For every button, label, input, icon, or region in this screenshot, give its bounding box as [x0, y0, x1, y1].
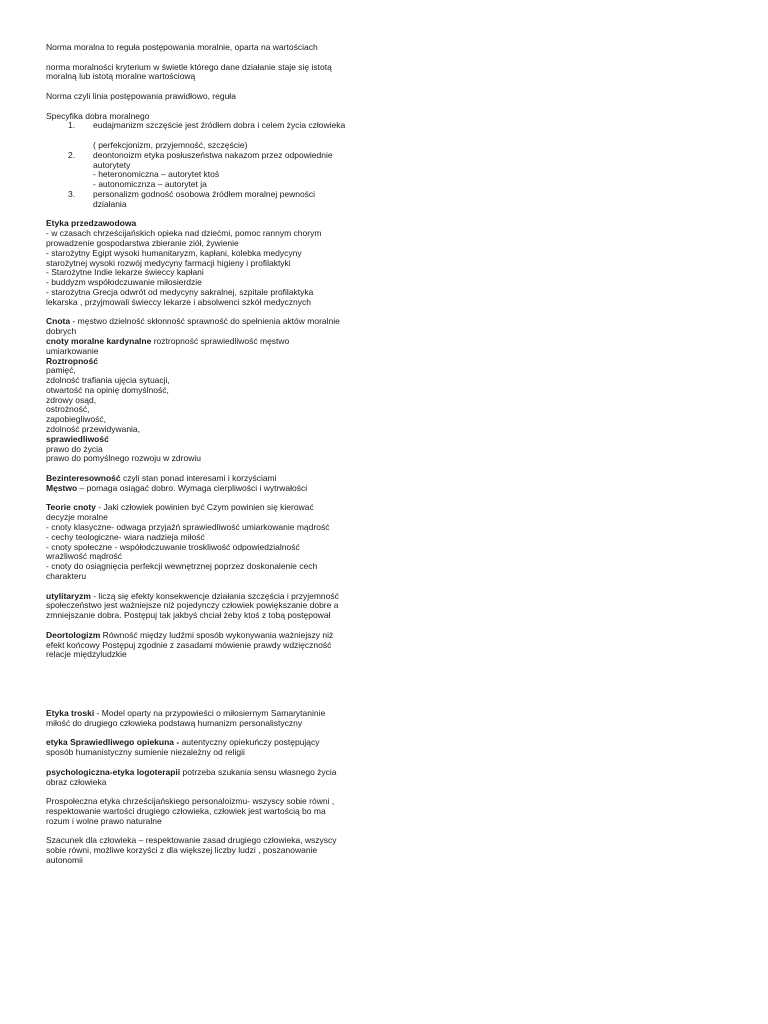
definition: - męstwo dzielność skłonność sprawność do spełnienia aktów moralnie [70, 316, 340, 327]
text-line: - buddyzm współodczuwanie miłosierdzie [46, 277, 202, 288]
term: etyka Sprawiedliwego opiekuna - [46, 737, 180, 748]
definition: - liczą się efekty konsekwencje działania szczęścia i przyjemność [90, 590, 339, 601]
section-bezinteresownosc [46, 474, 368, 494]
text-line: dobrych [46, 326, 77, 337]
text-line: autorytety [93, 159, 131, 170]
text-line: personalizm godność osobowa źródłem moralnej pewności [93, 188, 316, 199]
definition: czyli stan ponad interesami i korzyściami [120, 473, 277, 484]
text-line: deontonoizm etyka posłuszeństwa nakazom przez odpowiednie [93, 149, 333, 160]
section-deortologizm [46, 631, 368, 660]
section-szacunek [46, 836, 368, 865]
section-przedzawodowa [46, 219, 368, 307]
list-number: 1. [68, 120, 76, 131]
term: sprawiedliwość [46, 433, 109, 444]
text-line: wrażliwość mądrość [46, 551, 123, 562]
term: Roztropność [46, 355, 98, 366]
text-line: prawo do życia [46, 443, 103, 454]
text-line: umiarkowanie [46, 345, 99, 356]
text-line: Szacunek dla człowieka – respektowanie zasad drugiego człowieka, wszyscy [46, 835, 337, 846]
text-line: norma moralności kryterium w świetle którego dane działanie staje się istotą [46, 61, 332, 72]
definition: – pomaga osiągać dobro. Wymaga cierpliwości i wytrwałości [77, 482, 308, 493]
text-line: charakteru [46, 571, 87, 582]
text-line: - starożytny Egipt wysoki humanitaryzm, kapłani, kolebka medycyny [46, 247, 302, 258]
text-line: moralną lub istotą moralne wartościową [46, 71, 196, 82]
term: Etyka troski [46, 708, 95, 718]
term: cnoty moralne kardynalne [46, 335, 152, 346]
text-line: zdolność przewidywania, [46, 424, 141, 435]
section-teorie-cnoty [46, 503, 368, 581]
text-line: rozum i wolne prawo naturalne [46, 815, 162, 826]
text-line: - Starożytne Indie lekarze świeccy kapłani [46, 267, 204, 278]
term: utylitaryzm [46, 590, 91, 601]
text-line: zdrowy osąd, [46, 394, 97, 405]
text-line: zdolność trafiania ujęcia sytuacji, [46, 375, 170, 386]
text-line: działania [93, 198, 127, 209]
section-sprawiedliwego-opiekuna [46, 738, 368, 758]
text-line: - cechy teologiczne- wiara nadzieja miłość [46, 531, 205, 542]
list-item [46, 190, 368, 210]
list-item [46, 121, 368, 150]
text-line [46, 484, 368, 494]
text-line: respektowanie wartości drugiego człowieka, człowiek jest wartością bo ma [46, 805, 326, 816]
list-item [46, 151, 368, 190]
text-line: lekarska , przyjmowali świeccy lekarze i absolwenci szkół medycznych [46, 296, 312, 307]
text-line: Prospołeczna etyka chrześcijańskiego personaloizmu- wszyscy sobie równi , [46, 796, 335, 807]
text-line: społeczeństwo jest ważniejsze niż pojedynczy człowiek powiększanie dobre a [46, 600, 339, 611]
text-line: pamięć, [46, 365, 76, 376]
text-line: prowadzenie gospodarstwa zbieranie ziół, żywienie [46, 237, 239, 248]
text-line: relacje międzyludzkie [46, 649, 127, 660]
definition: - Model oparty na przypowieści o miłosiernym Samarytaninie [94, 708, 326, 718]
definition: - Jaki człowiek powinien być Czym powinien się kierować [95, 502, 314, 513]
section-cnota [46, 317, 368, 464]
text-line: - cnoty społeczne - współodczuwanie troskliwość odpowiedzialność [46, 541, 300, 552]
text-line: starożytnej wysoki rozwój medycyny farmacji higieny i profilaktyki [46, 257, 291, 268]
text-line: obraz człowieka [46, 776, 107, 787]
text-line: - autonomicznza – autorytet ja [93, 179, 207, 190]
paragraph-norma-moralnosci [46, 63, 368, 83]
text-line: ostrożność, [46, 404, 90, 415]
definition: autentyczny opiekuńczy postępujący [179, 737, 320, 748]
text-line: zapobiegliwość, [46, 414, 107, 425]
section-specyfika [46, 112, 368, 210]
text-line: prawo do pomyślnego rozwoju w zdrowiu [46, 453, 201, 464]
text-line: Norma czyli linia postępowania prawidłowo, reguła [46, 90, 236, 101]
text-line: sobie równi, możliwe korzyści z dla większej liczby ludzi , poszanowanie [46, 845, 318, 856]
text-line: zmniejszanie dobra. Postępuj tak jakbyś chciał żeby ktoś z tobą postępował [46, 610, 331, 621]
text-line: ( perfekcjonizm, przyjemność, szczęście) [93, 139, 248, 150]
list-number: 2. [68, 149, 76, 160]
text-line: sposób humanistyczny sumienie niezależny od religii [46, 747, 245, 758]
text-line: eudajmanizm szczęście jest źródłem dobra i celem życia człowieka [93, 120, 346, 131]
term: Bezinteresowność [46, 473, 121, 484]
text-line: - heteronomiczna – autorytet ktoś [93, 169, 220, 180]
text-line: - cnoty klasyczne- odwaga przyjaźń sprawiedliwość umiarkowanie mądrość [46, 522, 330, 533]
section-etyka-troski [46, 709, 368, 729]
term: Cnota [46, 316, 71, 327]
text-line: - w czasach chrześcijańskich opieka nad dziećmi, pomoc rannym chorym [46, 228, 322, 239]
term: psychologiczna-etyka logoterapii [46, 766, 181, 777]
text-line: efekt końcowy Postępuj zgodnie z zasadami mówienie prawdy wdzięczność [46, 639, 332, 650]
text-line [46, 317, 368, 327]
text-line: Norma moralna to reguła postępowania moralnie, oparta na wartościach [46, 42, 318, 52]
section-utylitaryzm [46, 592, 368, 621]
definition: roztropność sprawiedliwość męstwo [151, 335, 290, 346]
list-number: 3. [68, 188, 76, 199]
section-heading: Specyfika dobra moralnego [46, 110, 150, 121]
text-line: decyzje moralne [46, 512, 108, 523]
text-line: - starożytna Grecja odwrót od medycyny sakralnej, szpitale profilaktyka [46, 286, 314, 297]
document-body [46, 43, 368, 876]
section-prospoleczna [46, 797, 368, 826]
section-heading: Etyka przedzawodowa [46, 218, 137, 229]
text-line: autonomii [46, 854, 83, 865]
paragraph-norma-moralna [46, 43, 368, 53]
spacer [46, 670, 368, 709]
term: Deortologizm [46, 629, 101, 640]
term: Teorie cnoty [46, 502, 96, 513]
paragraph-norma-czyli [46, 92, 368, 102]
definition: Równość między ludźmi sposób wykonywania ważniejszy niż [100, 629, 334, 640]
definition: potrzeba szukania sensu własnego życia [180, 766, 337, 777]
text-line: miłość do drugiego człowieka podstawą humanizm personalistyczny [46, 717, 303, 728]
term: Męstwo [46, 482, 78, 493]
section-logoterapii [46, 768, 368, 788]
text-line: otwartość na opinię domyślność, [46, 384, 169, 395]
text-line: - cnoty do osiągnięcia perfekcji wewnętrznej poprzez doskonalenie cech [46, 561, 318, 572]
